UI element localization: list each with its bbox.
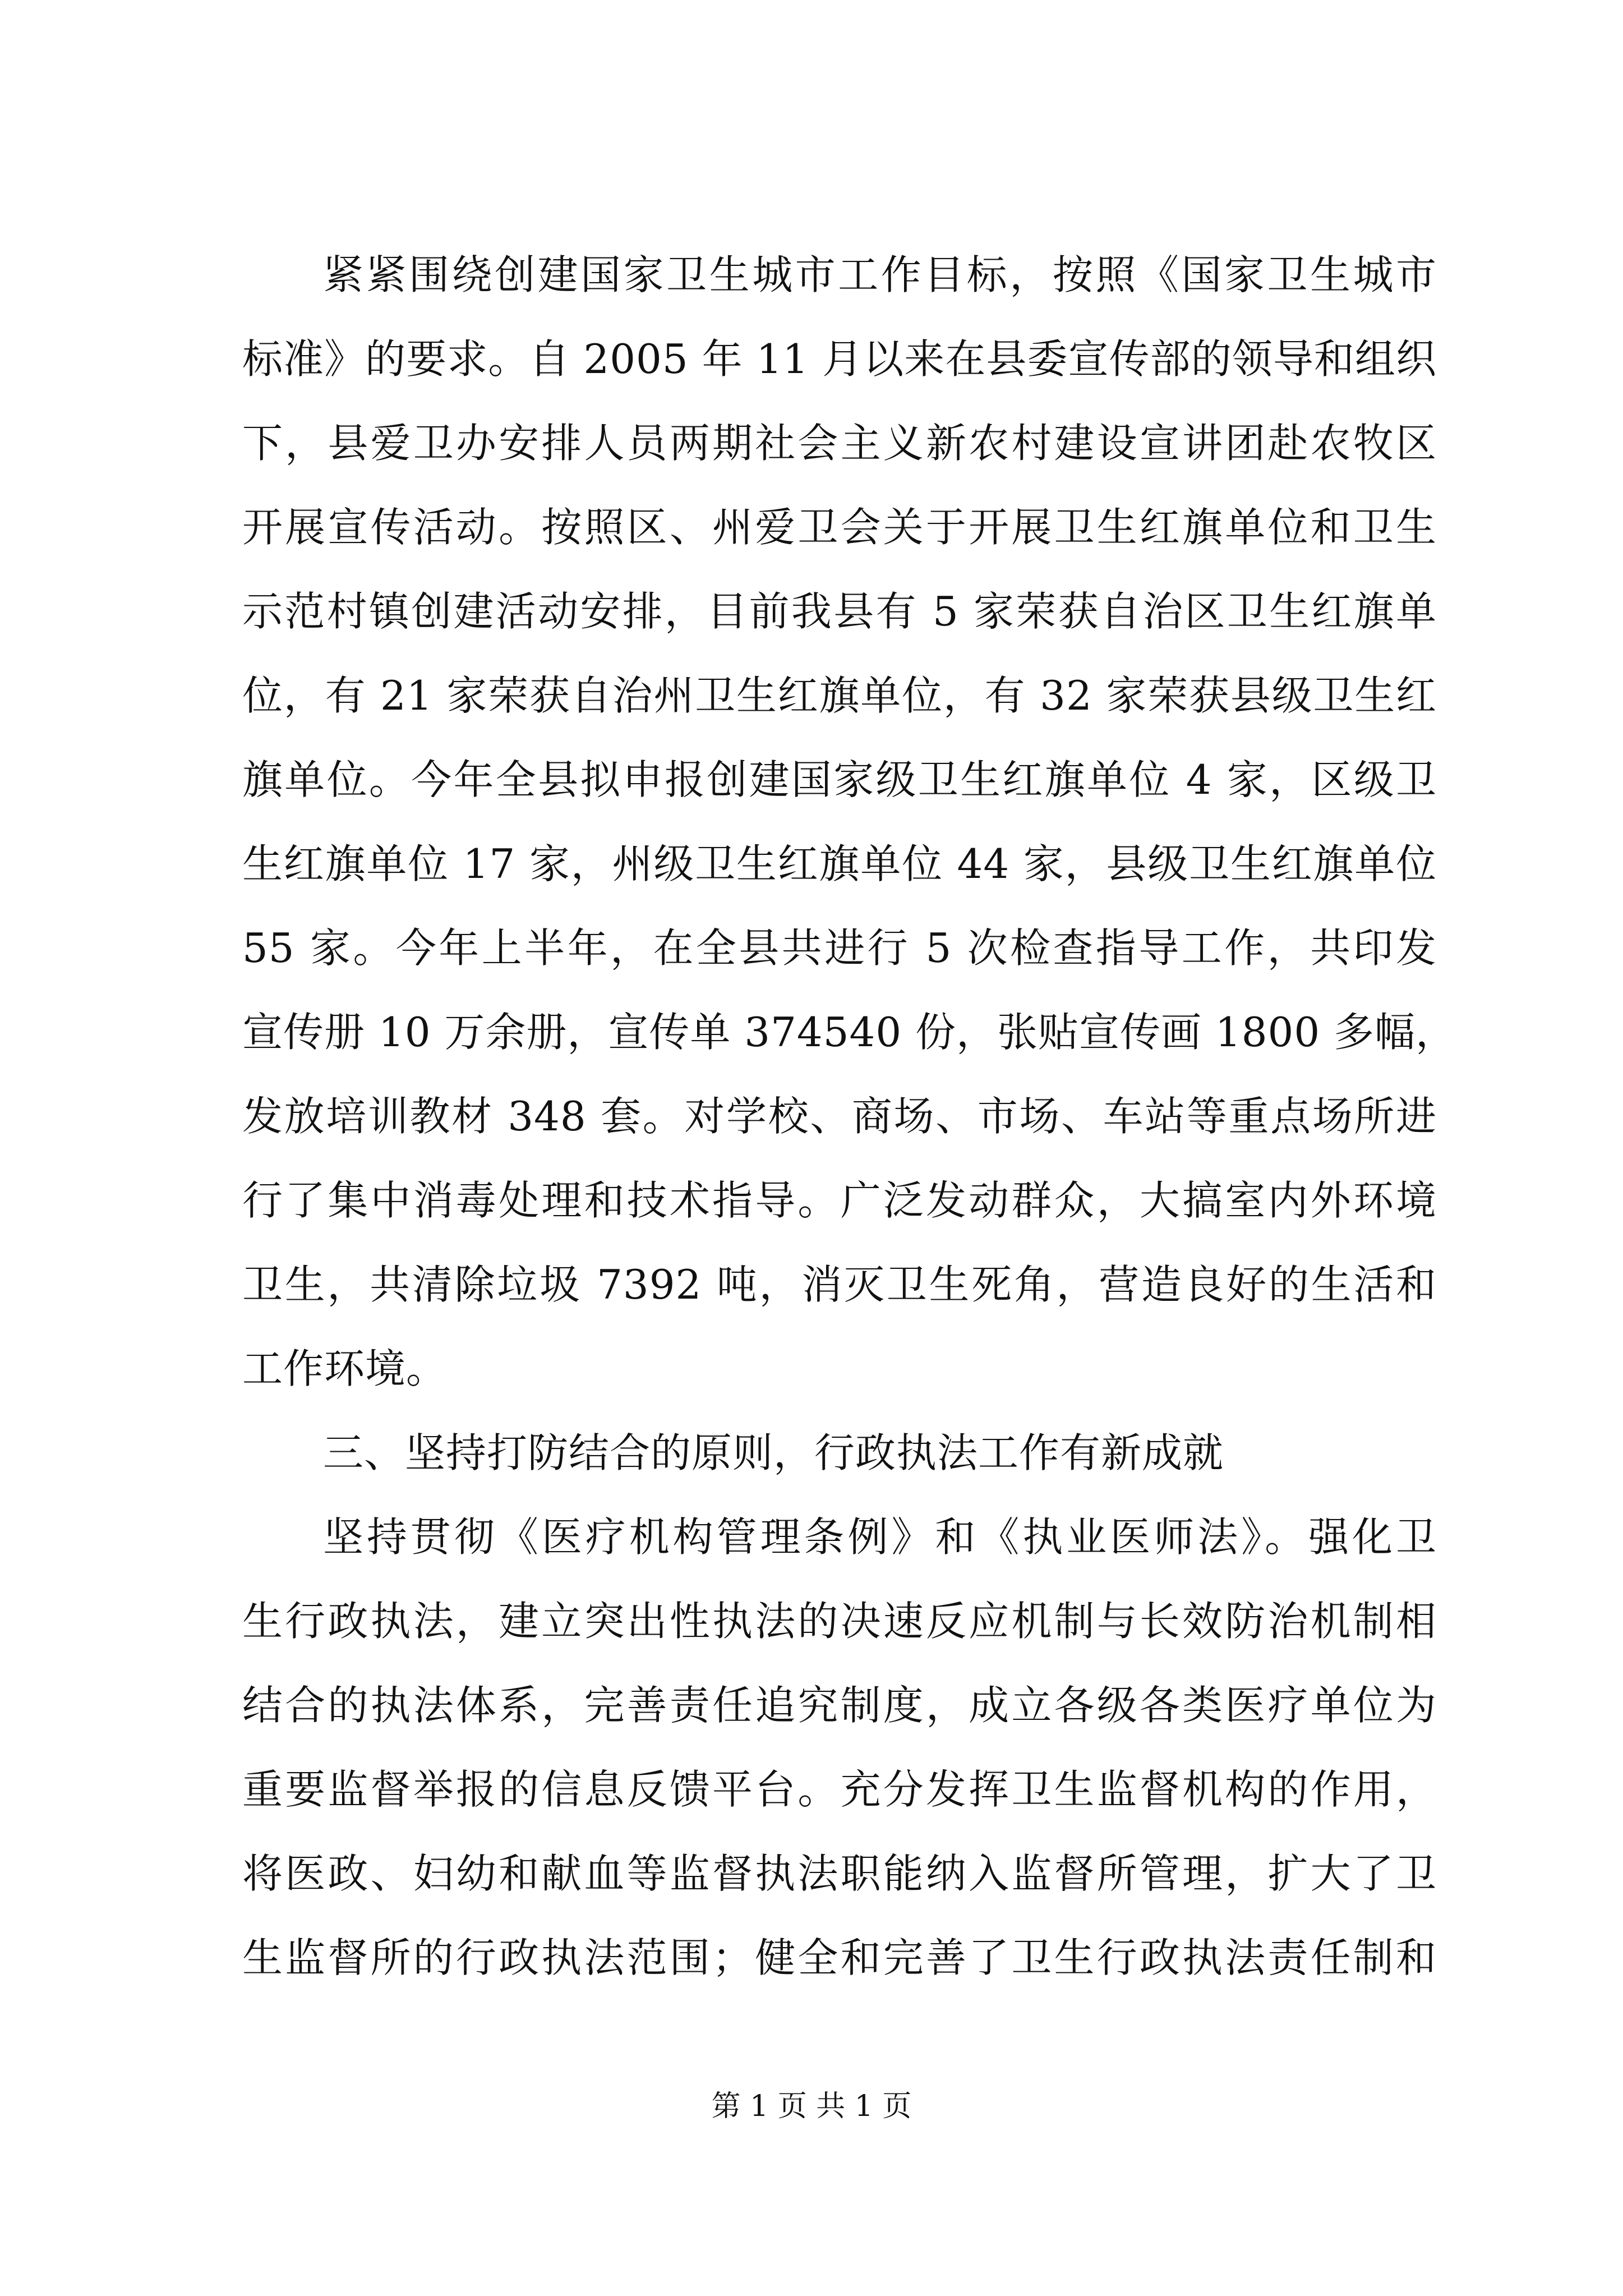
- paragraph-line: 将医政、妇幼和献血等监督执法职能纳入监督所管理，扩大了卫: [242, 1850, 1437, 1897]
- paragraph-line: 生红旗单位 17 家，州级卫生红旗单位 44 家，县级卫生红旗单位: [242, 840, 1437, 887]
- paragraph-line: 发放培训教材 348 套。对学校、商场、市场、车站等重点场所进: [242, 1093, 1437, 1140]
- paragraph-line: 重要监督举报的信息反馈平台。充分发挥卫生监督机构的作用，: [242, 1766, 1437, 1813]
- paragraph-line: 开展宣传活动。按照区、州爱卫会关于开展卫生红旗单位和卫生: [242, 504, 1437, 551]
- paragraph-line: 紧紧围绕创建国家卫生城市工作目标，按照《国家卫生城市: [323, 251, 1437, 298]
- page-footer: 第 1 页 共 1 页: [711, 2090, 912, 2123]
- paragraph-line: 生行政执法，建立突出性执法的决速反应机制与长效防治机制相: [242, 1598, 1437, 1645]
- paragraph-line: 卫生，共清除垃圾 7392 吨，消灭卫生死角，营造良好的生活和: [242, 1261, 1437, 1308]
- paragraph-line: 55 家。今年上半年，在全县共进行 5 次检查指导工作，共印发: [242, 924, 1437, 972]
- paragraph-line: 工作环境。: [242, 1345, 448, 1392]
- paragraph-line: 宣传册 10 万余册，宣传单 374540 份，张贴宣传画 1800 多幅，: [242, 1009, 1457, 1056]
- paragraph-line: 坚持贯彻《医疗机构管理条例》和《执业医师法》。强化卫: [323, 1513, 1437, 1561]
- paragraph-line: 行了集中消毒处理和技术指导。广泛发动群众，大搞室内外环境: [242, 1177, 1437, 1224]
- paragraph-line: 生监督所的行政执法范围；健全和完善了卫生行政执法责任制和: [242, 1934, 1437, 1981]
- body-text: [242, 233, 1457, 2000]
- paragraph-line: 示范村镇创建活动安排，目前我县有 5 家荣获自治区卫生红旗单: [242, 588, 1437, 635]
- paragraph-line: 位，有 21 家荣获自治州卫生红旗单位，有 32 家荣获县级卫生红: [242, 672, 1437, 719]
- paragraph-line: 标准》的要求。自 2005 年 11 月以来在县委宣传部的领导和组织: [242, 335, 1437, 383]
- paragraph-line: 旗单位。今年全县拟申报创建国家级卫生红旗单位 4 家，区级卫: [242, 756, 1437, 803]
- section-heading: 三、坚持打防结合的原则，行政执法工作有新成就: [323, 1429, 1224, 1476]
- paragraph-line: 结合的执法体系，完善责任追究制度，成立各级各类医疗单位为: [242, 1682, 1437, 1729]
- paragraph-line: 下，县爱卫办安排人员两期社会主义新农村建设宣讲团赴农牧区: [242, 420, 1437, 467]
